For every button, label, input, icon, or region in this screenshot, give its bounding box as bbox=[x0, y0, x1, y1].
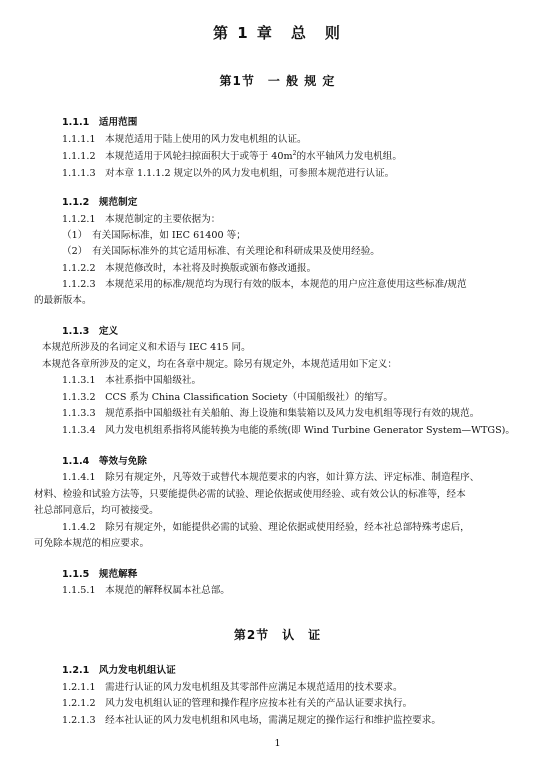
clause-text-part: 的水平轴风力发电机组。 bbox=[296, 151, 402, 162]
clause-text: 1.1.3.4 风力发电机组系指将风能转换为电能的系统(即 Wind Turbine Generator System—WTGS)。 bbox=[62, 425, 515, 436]
clause-text: （1） 有关国际标准，如 IEC 61400 等； bbox=[62, 230, 246, 241]
subsection-heading: 1.1.3 定义 bbox=[62, 326, 119, 337]
clause-text: 1.1.4.2 除另有规定外，如能提供必需的试验、理论依据或使用经验，经本社总部特殊考虑后， bbox=[62, 522, 470, 533]
subsection-heading: 1.1.1 适用范围 bbox=[62, 117, 138, 128]
clause-text: 1.1.3.1 本社系指中国船级社。 bbox=[62, 375, 202, 386]
clause-text: 1.1.4.1 除另有规定外，凡等效于或替代本规范要求的内容，如计算方法、评定标准、制造程序、 bbox=[62, 472, 480, 483]
page-number: 1 bbox=[274, 738, 281, 749]
clause-text: 1.1.3.3 规范系指中国船级社有关船舶、海上设施和集装箱以及风力发电机组等现行有效的规范。 bbox=[62, 408, 480, 419]
clause-text: 1.2.1.2 风力发电机组认证的管理和操作程序应按本社有关的产品认证要求执行。 bbox=[62, 698, 413, 709]
subsection-heading: 1.1.5 规范解释 bbox=[62, 569, 138, 580]
clause-text: 1.1.5.1 本规范的解释权属本社总部。 bbox=[62, 585, 230, 596]
clause-text: 1.2.1.1 需进行认证的风力发电机组及其零部件应满足本规范适用的技术要求。 bbox=[62, 682, 403, 693]
subsection-heading: 1.1.4 等效与免除 bbox=[62, 456, 147, 467]
chapter-title: 第 1 章 总 则 bbox=[213, 24, 342, 42]
section-title: 第2节 认 证 bbox=[233, 628, 322, 642]
clause-text: 1.1.1.3 对本章 1.1.1.2 规定以外的风力发电机组，可参照本规范进行认证。 bbox=[62, 168, 395, 179]
clause-text: 本规范各章所涉及的定义，均在各章中规定。除另有规定外，本规范适用如下定义： bbox=[42, 359, 397, 370]
clause-text: （2） 有关国际标准外的其它适用标准、有关理论和科研成果及使用经验。 bbox=[62, 246, 380, 257]
clause-text: 可免除本规范的相应要求。 bbox=[34, 538, 150, 549]
clause-text: 1.1.1.1 本规范适用于陆上使用的风力发电机组的认证。 bbox=[62, 134, 307, 145]
subsection-heading: 1.1.2 规范制定 bbox=[62, 197, 138, 208]
clause-text: 1.2.1.3 经本社认证的风力发电机组和风电场，需满足规定的操作运行和维护监控要求。 bbox=[62, 715, 441, 726]
clause-text: 本规范所涉及的名词定义和术语与 IEC 415 同。 bbox=[42, 342, 251, 353]
clause-text: 的最新版本。 bbox=[34, 295, 92, 306]
clause-text-part: 1.1.1.2 本规范适用于风轮扫掠面积大于或等于 40m bbox=[62, 151, 293, 162]
superscript: 2 bbox=[292, 149, 297, 157]
clause-text: 1.1.2.3 本规范采用的标准/规范均为现行有效的版本，本规范的用户应注意使用这些标准/规范 bbox=[62, 279, 467, 290]
subsection-heading: 1.2.1 风力发电机组认证 bbox=[62, 665, 176, 676]
clause-text: 1.1.2.2 本规范修改时，本社将及时换版或颁布修改通报。 bbox=[62, 263, 317, 274]
clause-text: 1.1.3.2 CCS 系为 China Classification Society（中国船级社）的缩写。 bbox=[62, 392, 393, 403]
section-title: 第1节 一 般 规 定 bbox=[219, 74, 336, 88]
clause-text: 社总部同意后，均可被接受。 bbox=[34, 505, 159, 516]
clause-text: 材料、检验和试验方法等，只要能提供必需的试验、理论依据或使用经验、或有效公认的标准等，经本 bbox=[34, 489, 466, 500]
clause-text bbox=[62, 151, 402, 163]
clause-text: 1.1.2.1 本规范制定的主要依据为： bbox=[62, 214, 221, 225]
